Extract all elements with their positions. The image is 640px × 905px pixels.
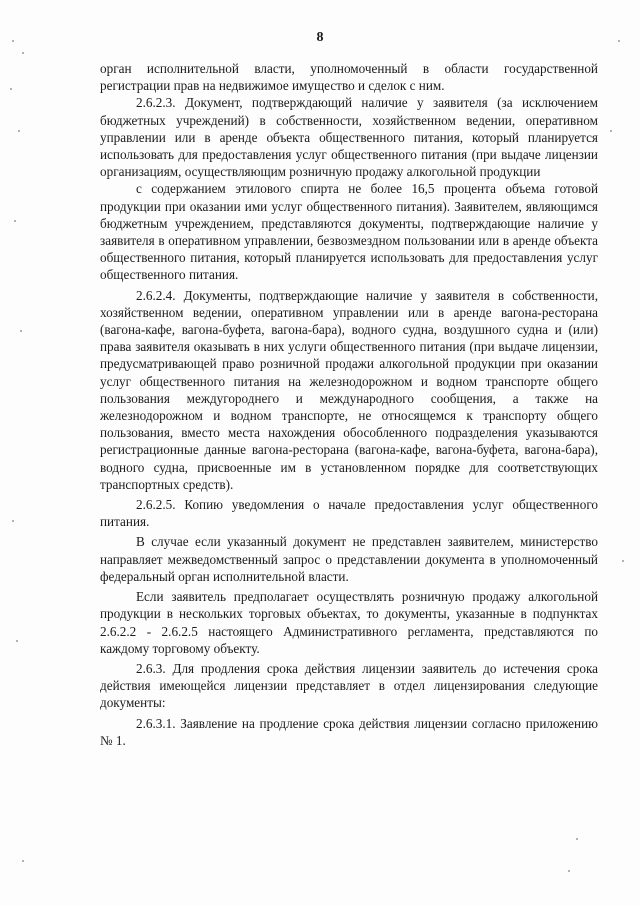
- paragraph-multiple-objects: Если заявитель предполагает осуществлять розничную продажу алкогольной продукции в нескольких торговых объектах, то документы, указанные в подпунктах 2.6.2.2 - 2.6.2.5 настоящего Административного регламента, представляются по каждому торговому объекту.: [100, 589, 598, 656]
- scan-speck: [12, 40, 14, 42]
- scan-speck: [618, 40, 620, 42]
- paragraph-2-6-3-1: 2.6.3.1. Заявление на продление срока действия лицензии согласно приложению № 1.: [100, 715, 598, 748]
- scan-speck: [22, 52, 24, 54]
- scan-speck: [576, 838, 578, 840]
- paragraph-2-6-2-4: 2.6.2.4. Документы, подтверждающие наличие у заявителя в собственности, хозяйственном ведении, оперативном управлении или в аренде вагона-ресторана (вагона-кафе, вагона-буфета, вагона-бара), водного судна, воздушного судна и (или) права заявителя оказывать в них услуги общественного питания (при выдаче лицензии, предусматривающей право розничной продажи алкогольной продукции при оказании услуг общественного питания на железнодорожном и водном транспорте общего пользования междугороднего и международного сообщения, а также на железнодорожном и водном транспорте, не относящемся к транспорту общего пользования, вместо места нахождения обособленного подразделения указываются регистрационные данные вагона-ресторана (вагона-кафе, вагона-буфета, вагона-бара), водного судна, присвоенные им в установленном порядке для соответствующих транспортных средств).: [100, 287, 598, 492]
- scan-speck: [12, 520, 14, 522]
- scan-speck: [568, 870, 570, 872]
- scan-speck: [622, 560, 624, 562]
- paragraph-2-6-2-5: 2.6.2.5. Копию уведомления о начале предоставления услуг общественного питания.: [100, 497, 598, 530]
- document-body: [100, 60, 598, 749]
- scan-speck: [14, 220, 16, 222]
- scan-speck: [16, 640, 18, 642]
- paragraph-continuation: орган исполнительной власти, уполномоченный в области государственной регистрации прав на недвижимое имущество и сделок с ним.: [100, 61, 598, 94]
- scan-speck: [10, 88, 12, 90]
- scan-speck: [22, 860, 24, 862]
- page-number: 8: [316, 30, 324, 45]
- scan-speck: [610, 130, 612, 132]
- paragraph-interagency-request: В случае если указанный документ не представлен заявителем, министерство направляет межведомственный запрос о представлении документа в уполномоченный федеральный орган исполнительной власти.: [100, 534, 598, 584]
- paragraph-2-6-2-3-continued: с содержанием этилового спирта не более 16,5 процента объема готовой продукции при оказании ими услуг общественного питания). Заявителем, являющимся бюджетным учреждением, представляются документы, подтверждающие наличие у заявителя в оперативном управлении, безвозмездном пользовании или в аренде объекта общественного питания, который планируется использовать для предоставления услуг общественного питания.: [100, 181, 598, 283]
- scan-speck: [18, 130, 20, 132]
- scan-speck: [20, 330, 22, 332]
- paragraph-2-6-3: 2.6.3. Для продления срока действия лицензии заявитель до истечения срока действия имеющейся лицензии представляет в отдел лицензирования следующие документы:: [100, 660, 598, 711]
- paragraph-2-6-2-3: 2.6.2.3. Документ, подтверждающий наличие у заявителя (за исключением бюджетных учреждений) в собственности, хозяйственном ведении, оперативном управлении или в аренде объекта общественного питания, который планируется использовать для предоставления услуг общественного питания (при выдаче лицензии организациям, осуществляющим розничную продажу алкогольной продукции: [100, 95, 598, 180]
